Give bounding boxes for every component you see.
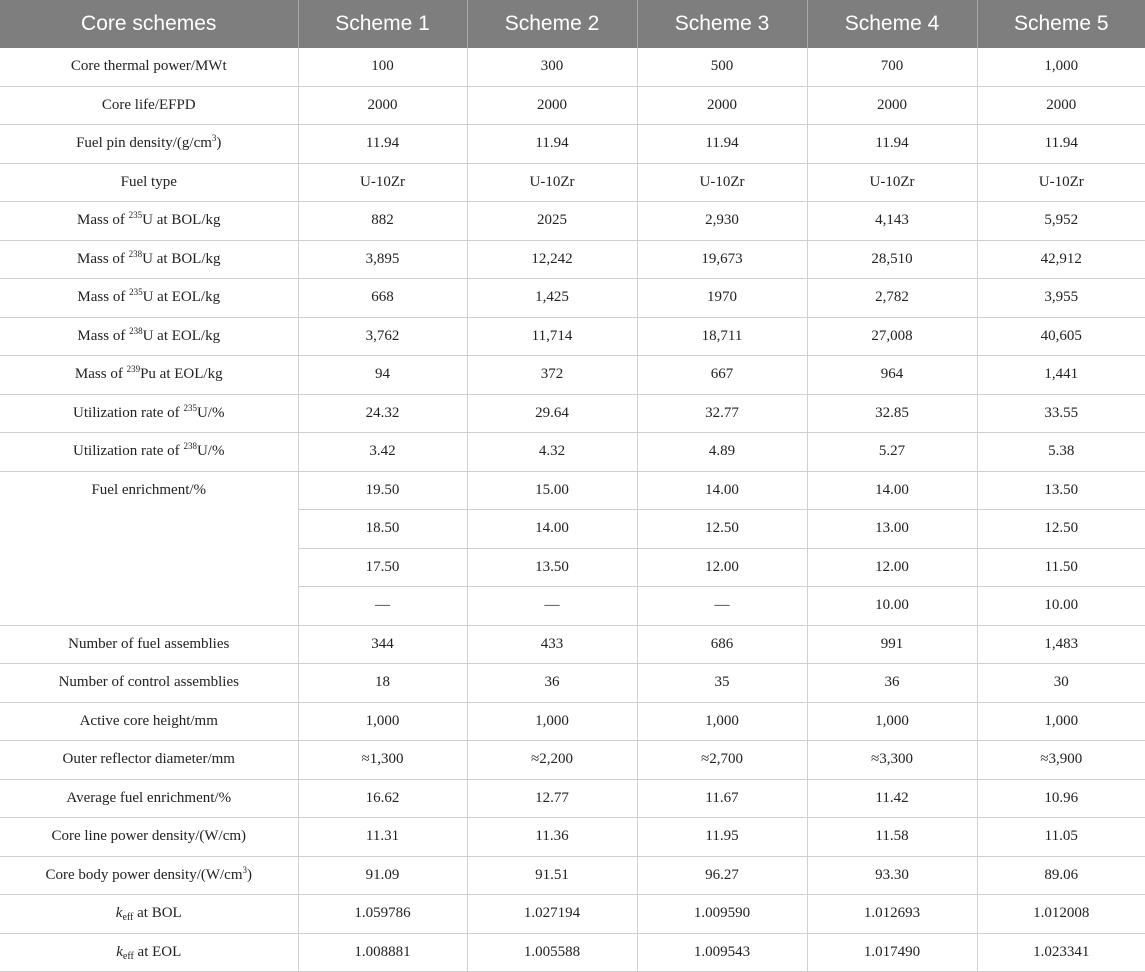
value-cell: 2000 xyxy=(977,86,1145,125)
value-cell: — xyxy=(298,587,467,626)
value-cell: 3.42 xyxy=(298,433,467,472)
value-cell: 14.00 xyxy=(467,510,637,549)
value-cell: 1.023341 xyxy=(977,933,1145,972)
value-cell: 5,952 xyxy=(977,202,1145,241)
value-cell: 18 xyxy=(298,664,467,703)
table-row xyxy=(0,702,1145,741)
param-superscript: 235 xyxy=(183,402,197,413)
header-scheme-5: Scheme 5 xyxy=(977,0,1145,48)
table-row xyxy=(0,818,1145,857)
table-row xyxy=(0,163,1145,202)
value-cell: 1,000 xyxy=(637,702,807,741)
value-cell: 36 xyxy=(467,664,637,703)
table-row xyxy=(0,895,1145,934)
table-row xyxy=(0,202,1145,241)
value-cell: 667 xyxy=(637,356,807,395)
param-superscript: 238 xyxy=(183,441,197,452)
param-text: Active core height/mm xyxy=(79,712,218,729)
value-cell: U-10Zr xyxy=(977,163,1145,202)
header-core-schemes: Core schemes xyxy=(0,0,298,48)
param-cell xyxy=(0,741,298,780)
value-cell: 433 xyxy=(467,625,637,664)
param-text: Number of fuel assemblies xyxy=(68,635,230,652)
value-cell: 700 xyxy=(807,48,977,86)
table-row xyxy=(0,240,1145,279)
value-cell: 35 xyxy=(637,664,807,703)
keff-subscript: eff xyxy=(122,912,134,924)
table-row xyxy=(0,394,1145,433)
value-cell: 19.50 xyxy=(298,471,467,510)
table-row xyxy=(0,471,1145,510)
value-cell: ≈2,200 xyxy=(467,741,637,780)
keff-text: at EOL xyxy=(133,943,182,960)
value-cell: U-10Zr xyxy=(467,163,637,202)
param-cell xyxy=(0,433,298,472)
value-cell: 2000 xyxy=(467,86,637,125)
param-text: ) xyxy=(247,866,253,883)
param-text: Core line power density/(W/cm) xyxy=(51,828,247,845)
param-text: Mass of xyxy=(77,212,129,229)
value-cell: 11.50 xyxy=(977,548,1145,587)
keff-symbol: k xyxy=(115,905,123,922)
value-cell: 1,000 xyxy=(977,48,1145,86)
value-cell: 4.32 xyxy=(467,433,637,472)
value-cell: U-10Zr xyxy=(298,163,467,202)
param-superscript: 239 xyxy=(126,364,141,375)
param-cell-keff xyxy=(0,895,298,934)
param-cell xyxy=(0,279,298,318)
value-cell: 300 xyxy=(467,48,637,86)
param-cell-fuel-enrichment: Fuel enrichment/% xyxy=(0,471,298,625)
param-text: U at BOL/kg xyxy=(142,212,221,229)
table-row xyxy=(0,279,1145,318)
value-cell: 18,711 xyxy=(637,317,807,356)
value-cell: 668 xyxy=(298,279,467,318)
value-cell: 91.09 xyxy=(298,856,467,895)
value-cell: 19,673 xyxy=(637,240,807,279)
param-text: U/% xyxy=(196,443,225,460)
param-text: Core life/EFPD xyxy=(101,96,196,113)
value-cell: 1,000 xyxy=(807,702,977,741)
table-row xyxy=(0,48,1145,86)
value-cell: 11.05 xyxy=(977,818,1145,857)
value-cell: 27,008 xyxy=(807,317,977,356)
param-cell xyxy=(0,664,298,703)
value-cell: 2000 xyxy=(807,86,977,125)
value-cell: 11.94 xyxy=(807,125,977,164)
param-cell xyxy=(0,625,298,664)
param-text: Utilization rate of xyxy=(73,404,184,421)
param-superscript: 3 xyxy=(211,133,217,144)
value-cell: 14.00 xyxy=(637,471,807,510)
value-cell: ≈3,900 xyxy=(977,741,1145,780)
param-text: U at BOL/kg xyxy=(142,250,221,267)
value-cell: 4.89 xyxy=(637,433,807,472)
value-cell: 11.95 xyxy=(637,818,807,857)
value-cell: 1.009590 xyxy=(637,895,807,934)
keff-symbol: k xyxy=(116,943,123,960)
value-cell: 11.94 xyxy=(298,125,467,164)
value-cell: U-10Zr xyxy=(637,163,807,202)
table-row xyxy=(0,664,1145,703)
value-cell: 10.96 xyxy=(977,779,1145,818)
value-cell: 11.31 xyxy=(298,818,467,857)
param-cell xyxy=(0,240,298,279)
value-cell: — xyxy=(637,587,807,626)
param-cell xyxy=(0,202,298,241)
value-cell: 2,930 xyxy=(637,202,807,241)
value-cell: 29.64 xyxy=(467,394,637,433)
value-cell: 11.42 xyxy=(807,779,977,818)
value-cell: 344 xyxy=(298,625,467,664)
param-text: ) xyxy=(216,135,222,152)
param-text: Mass of xyxy=(74,366,127,383)
value-cell: 2000 xyxy=(298,86,467,125)
value-cell: 991 xyxy=(807,625,977,664)
param-cell xyxy=(0,86,298,125)
value-cell: U-10Zr xyxy=(807,163,977,202)
value-cell: 16.62 xyxy=(298,779,467,818)
value-cell: 2025 xyxy=(467,202,637,241)
value-cell: 33.55 xyxy=(977,394,1145,433)
value-cell: 17.50 xyxy=(298,548,467,587)
param-cell-keff xyxy=(0,933,298,972)
header-scheme-3: Scheme 3 xyxy=(637,0,807,48)
value-cell: 42,912 xyxy=(977,240,1145,279)
value-cell: 14.00 xyxy=(807,471,977,510)
value-cell: 12,242 xyxy=(467,240,637,279)
value-cell: 11.36 xyxy=(467,818,637,857)
param-cell xyxy=(0,702,298,741)
value-cell: 1970 xyxy=(637,279,807,318)
value-cell: 24.32 xyxy=(298,394,467,433)
value-cell: 1.012693 xyxy=(807,895,977,934)
value-cell: 2,782 xyxy=(807,279,977,318)
value-cell: 4,143 xyxy=(807,202,977,241)
value-cell: 36 xyxy=(807,664,977,703)
value-cell: 32.77 xyxy=(637,394,807,433)
table-row xyxy=(0,317,1145,356)
table-row xyxy=(0,856,1145,895)
param-text: Outer reflector diameter/mm xyxy=(62,751,235,768)
table-row xyxy=(0,625,1145,664)
value-cell: 94 xyxy=(298,356,467,395)
value-cell: 18.50 xyxy=(298,510,467,549)
value-cell: 12.50 xyxy=(977,510,1145,549)
param-superscript: 3 xyxy=(242,864,248,875)
value-cell: 5.27 xyxy=(807,433,977,472)
table-row xyxy=(0,933,1145,972)
table-row xyxy=(0,125,1145,164)
value-cell: 11.94 xyxy=(977,125,1145,164)
value-cell: 89.06 xyxy=(977,856,1145,895)
param-text: Core body power density/(W/cm xyxy=(45,866,243,883)
header-row xyxy=(0,0,1145,48)
param-cell xyxy=(0,818,298,857)
keff-subscript: eff xyxy=(122,950,134,962)
value-cell: 40,605 xyxy=(977,317,1145,356)
value-cell: — xyxy=(467,587,637,626)
header-scheme-2: Scheme 2 xyxy=(467,0,637,48)
value-cell: 12.00 xyxy=(807,548,977,587)
param-cell xyxy=(0,856,298,895)
value-cell: 1,000 xyxy=(467,702,637,741)
value-cell: 32.85 xyxy=(807,394,977,433)
param-superscript: 238 xyxy=(128,248,143,259)
keff-text: at BOL xyxy=(133,905,182,922)
value-cell: 882 xyxy=(298,202,467,241)
param-cell xyxy=(0,163,298,202)
value-cell: ≈2,700 xyxy=(637,741,807,780)
value-cell: 1.008881 xyxy=(298,933,467,972)
param-text: Mass of xyxy=(77,250,129,267)
value-cell: 11.94 xyxy=(637,125,807,164)
value-cell: 3,955 xyxy=(977,279,1145,318)
table-body xyxy=(0,48,1145,972)
value-cell: 93.30 xyxy=(807,856,977,895)
header-scheme-1: Scheme 1 xyxy=(298,0,467,48)
value-cell: 1.012008 xyxy=(977,895,1145,934)
value-cell: 686 xyxy=(637,625,807,664)
value-cell: 100 xyxy=(298,48,467,86)
param-cell xyxy=(0,317,298,356)
value-cell: 1.059786 xyxy=(298,895,467,934)
value-cell: 1,000 xyxy=(298,702,467,741)
value-cell: 91.51 xyxy=(467,856,637,895)
value-cell: 1.027194 xyxy=(467,895,637,934)
table-row xyxy=(0,741,1145,780)
value-cell: 372 xyxy=(467,356,637,395)
value-cell: 13.50 xyxy=(977,471,1145,510)
value-cell: 96.27 xyxy=(637,856,807,895)
param-cell xyxy=(0,394,298,433)
value-cell: 10.00 xyxy=(977,587,1145,626)
value-cell: 1.005588 xyxy=(467,933,637,972)
value-cell: 12.50 xyxy=(637,510,807,549)
value-cell: 2000 xyxy=(637,86,807,125)
value-cell: 11.94 xyxy=(467,125,637,164)
param-text: Pu at EOL/kg xyxy=(140,366,223,383)
value-cell: 5.38 xyxy=(977,433,1145,472)
param-text: Utilization rate of xyxy=(73,443,184,460)
header-scheme-4: Scheme 4 xyxy=(807,0,977,48)
value-cell: 1,000 xyxy=(977,702,1145,741)
param-text: Fuel type xyxy=(120,173,177,190)
value-cell: 11,714 xyxy=(467,317,637,356)
param-text: Mass of xyxy=(77,289,130,306)
value-cell: 1,441 xyxy=(977,356,1145,395)
param-superscript: 238 xyxy=(129,325,143,336)
table-row xyxy=(0,356,1145,395)
value-cell: ≈3,300 xyxy=(807,741,977,780)
value-cell: 1.009543 xyxy=(637,933,807,972)
value-cell: 28,510 xyxy=(807,240,977,279)
param-text: U/% xyxy=(196,404,225,421)
param-cell xyxy=(0,48,298,86)
value-cell: 11.58 xyxy=(807,818,977,857)
param-text: U at EOL/kg xyxy=(142,289,221,306)
value-cell: 500 xyxy=(637,48,807,86)
value-cell: 15.00 xyxy=(467,471,637,510)
param-cell xyxy=(0,125,298,164)
value-cell: 10.00 xyxy=(807,587,977,626)
value-cell: 1,483 xyxy=(977,625,1145,664)
value-cell: 1,425 xyxy=(467,279,637,318)
value-cell: 30 xyxy=(977,664,1145,703)
value-cell: 12.77 xyxy=(467,779,637,818)
value-cell: ≈1,300 xyxy=(298,741,467,780)
value-cell: 1.017490 xyxy=(807,933,977,972)
param-text: Core thermal power/MWt xyxy=(70,58,227,75)
value-cell: 3,895 xyxy=(298,240,467,279)
param-superscript: 235 xyxy=(128,210,143,221)
value-cell: 13.50 xyxy=(467,548,637,587)
table-row xyxy=(0,779,1145,818)
value-cell: 12.00 xyxy=(637,548,807,587)
param-text: Number of control assemblies xyxy=(58,674,239,691)
param-cell xyxy=(0,356,298,395)
param-superscript: 235 xyxy=(129,287,143,298)
value-cell: 13.00 xyxy=(807,510,977,549)
param-text: Mass of xyxy=(77,327,130,344)
param-text: Fuel pin density/(g/cm xyxy=(76,135,212,152)
param-cell xyxy=(0,779,298,818)
value-cell: 3,762 xyxy=(298,317,467,356)
table-header xyxy=(0,0,1145,48)
value-cell: 11.67 xyxy=(637,779,807,818)
table-row xyxy=(0,433,1145,472)
table-row xyxy=(0,86,1145,125)
value-cell: 964 xyxy=(807,356,977,395)
param-text: U at EOL/kg xyxy=(142,327,221,344)
param-text: Average fuel enrichment/% xyxy=(66,789,232,806)
